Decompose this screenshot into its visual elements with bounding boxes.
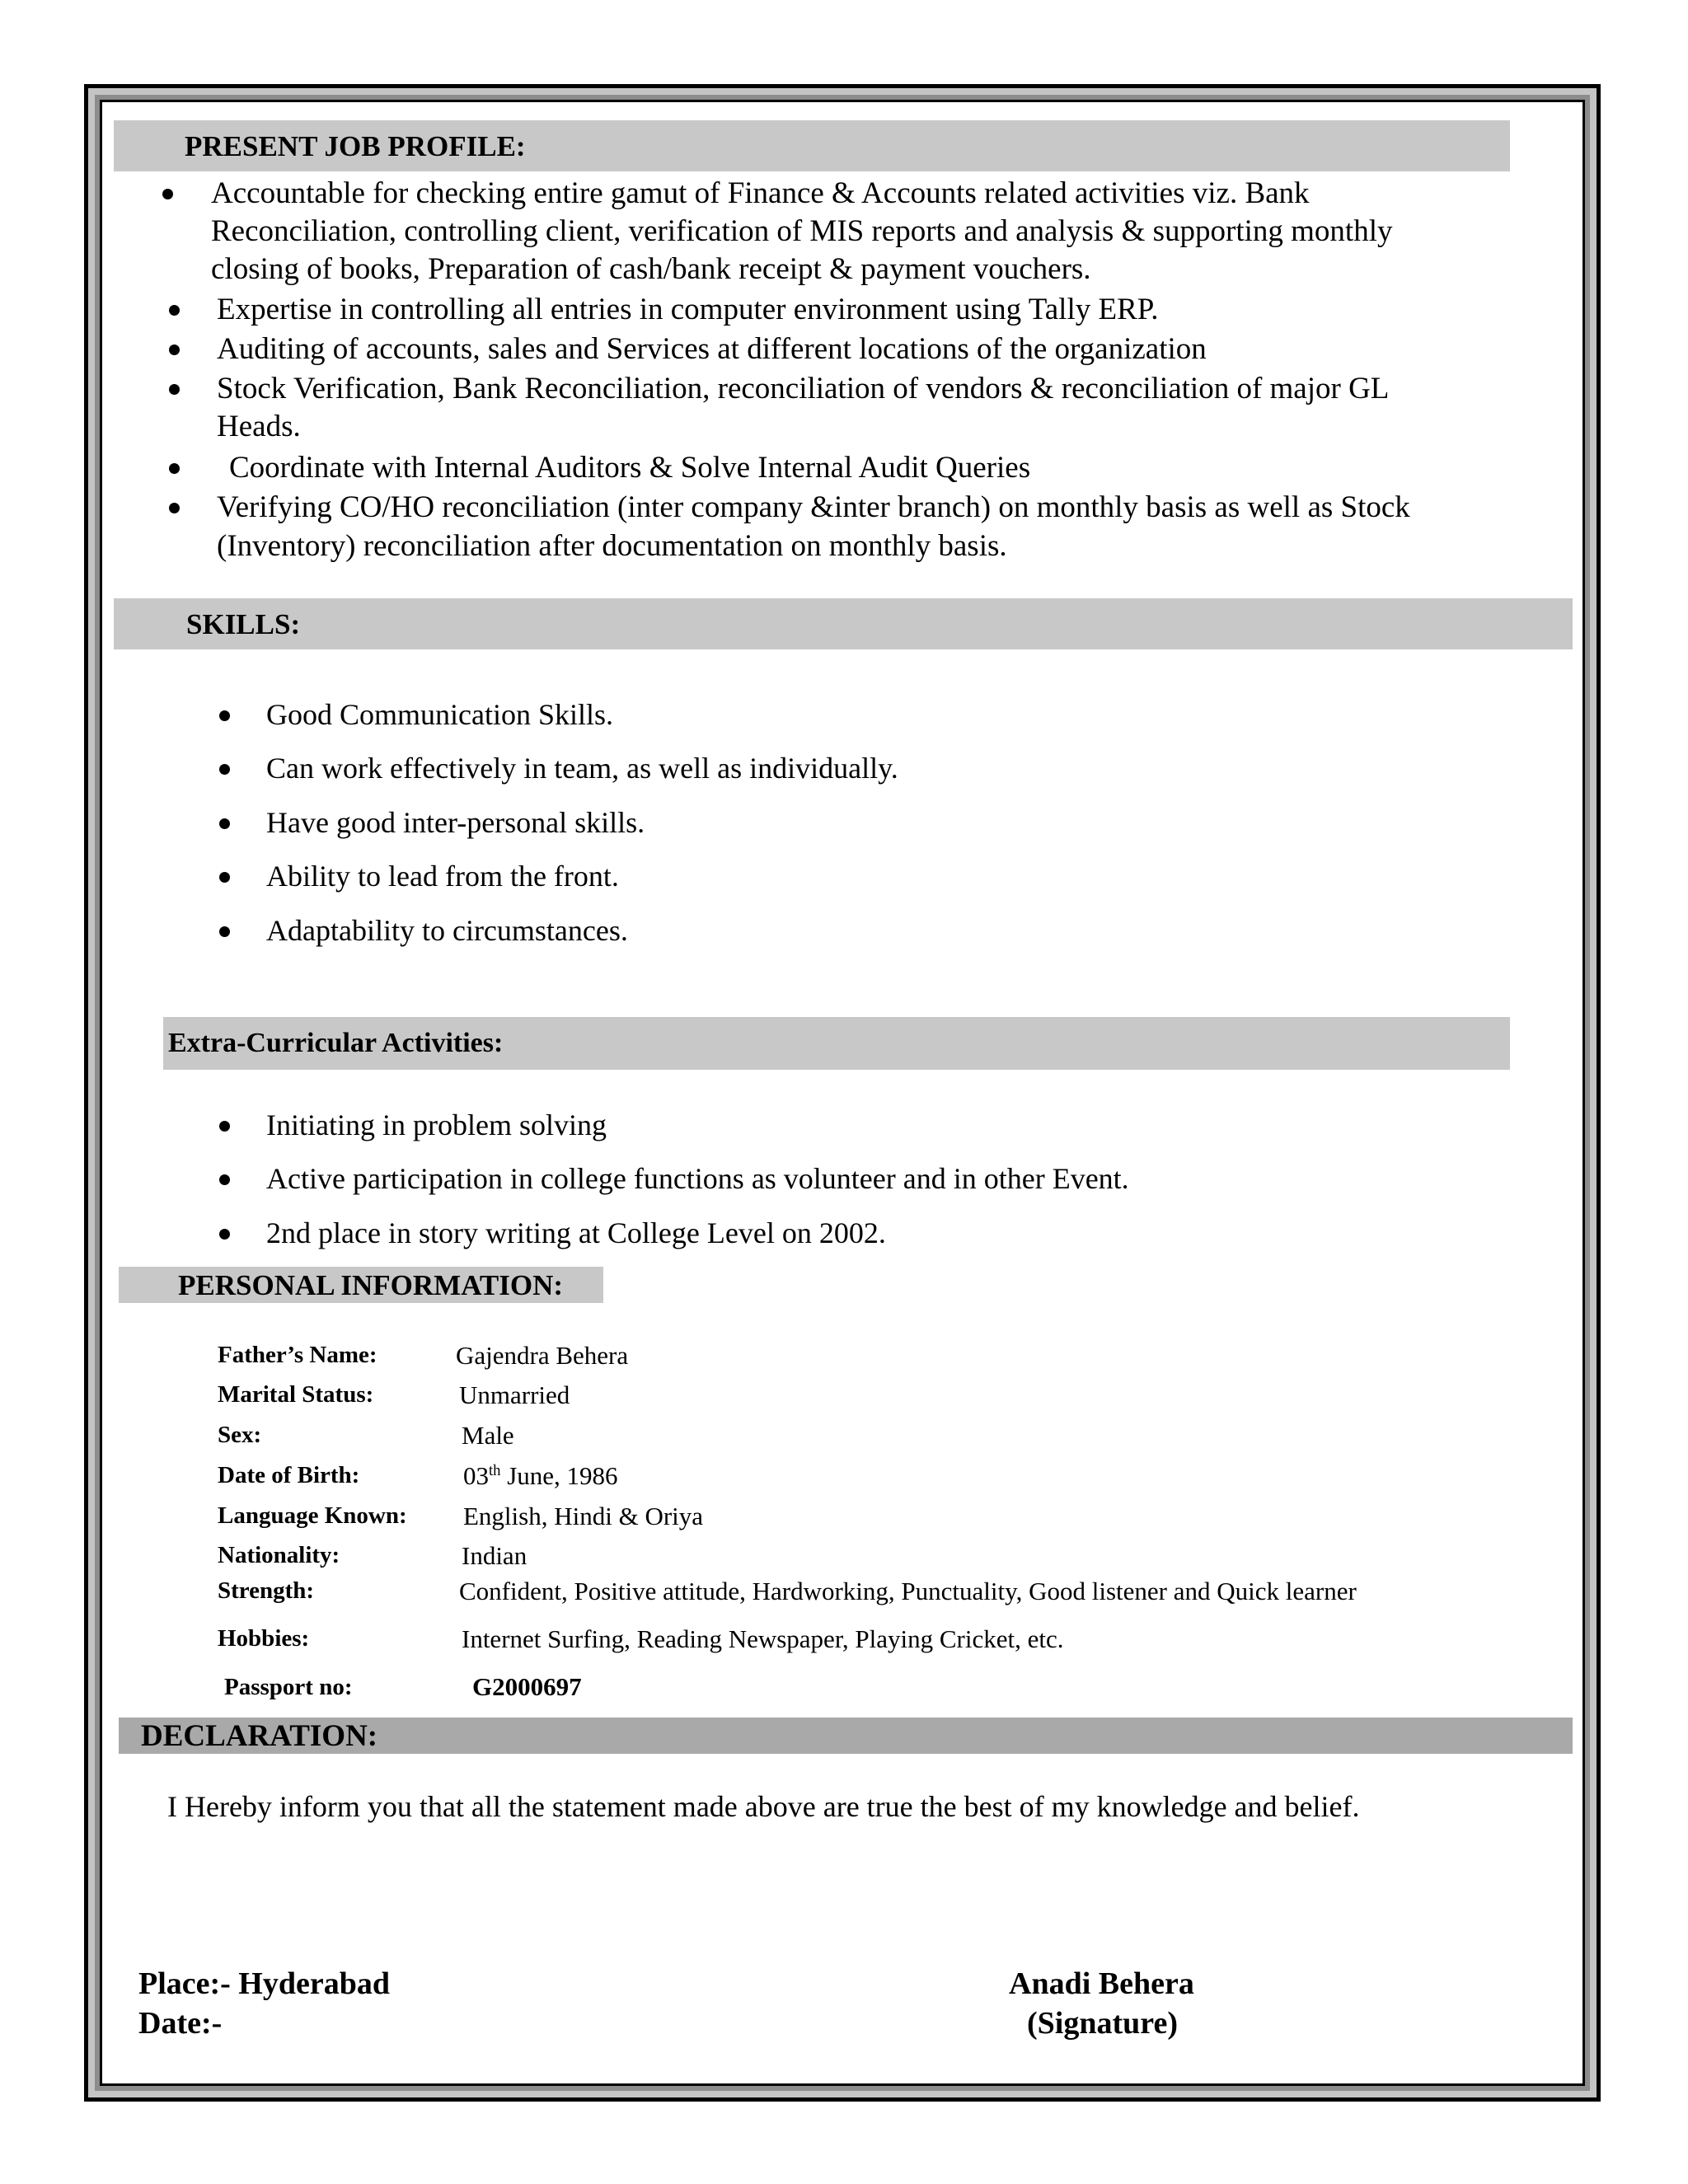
job-profile-heading-band	[114, 120, 1510, 171]
fathers-name-value: Gajendra Behera	[456, 1341, 629, 1370]
bullet-icon	[169, 384, 180, 395]
declaration-heading-band	[119, 1718, 1573, 1754]
bullet-icon	[169, 305, 180, 316]
skill-item: Good Communication Skills.	[266, 698, 614, 731]
job-item-2: Expertise in controlling all entries in computer environment using Tally ERP.	[217, 293, 1159, 326]
skill-item: Can work effectively in team, as well as individually.	[266, 752, 898, 785]
personal-heading-band	[119, 1267, 603, 1303]
sex-label: Sex:	[218, 1422, 262, 1448]
bullet-icon	[219, 818, 230, 829]
strength-value: Confident, Positive attitude, Hardworking, Punctuality, Good listener and Quick learner	[459, 1577, 1357, 1605]
declaration-text: I Hereby inform you that all the statement made above are true the best of my knowledge and belief.	[167, 1790, 1360, 1823]
bullet-icon	[219, 872, 230, 883]
bullet-icon	[219, 764, 230, 775]
personal-heading: PERSONAL INFORMATION:	[178, 1268, 564, 1301]
bullet-icon	[219, 926, 230, 937]
extra-heading: Extra-Curricular Activities:	[168, 1028, 504, 1058]
signatory-name: Anadi Behera	[1009, 1966, 1194, 2001]
job-item-5: Coordinate with Internal Auditors & Solve Internal Audit Queries	[229, 451, 1031, 485]
job-profile-heading: PRESENT JOB PROFILE:	[185, 129, 526, 162]
bullet-icon	[219, 1121, 230, 1132]
hobbies-label: Hobbies:	[218, 1625, 310, 1652]
nationality-label: Nationality:	[218, 1542, 340, 1568]
place-line: Place:- Hyderabad	[138, 1966, 391, 2001]
bullet-icon	[169, 344, 180, 355]
passport-value: G2000697	[472, 1672, 582, 1701]
extra-item: Initiating in problem solving	[266, 1108, 607, 1141]
sex-value: Male	[462, 1421, 514, 1450]
job-item-1-line-3: closing of books, Preparation of cash/bank receipt & payment vouchers.	[211, 252, 1091, 286]
nationality-value: Indian	[462, 1541, 528, 1570]
marital-status-value: Unmarried	[459, 1380, 570, 1409]
job-item-4-line-2: Heads.	[217, 410, 301, 443]
extra-item: Active participation in college functions as volunteer and in other Event.	[266, 1162, 1129, 1195]
job-item-3: Auditing of accounts, sales and Services at different locations of the organization	[217, 332, 1207, 366]
skills-heading: SKILLS:	[186, 607, 301, 640]
job-item-6-line-2: (Inventory) reconciliation after documentation on monthly basis.	[217, 529, 1007, 563]
dob-value: 03th June, 1986	[463, 1461, 618, 1490]
bullet-icon	[219, 1174, 230, 1185]
extra-heading-band	[163, 1017, 1510, 1070]
language-label: Language Known:	[218, 1502, 407, 1529]
skill-item: Have good inter-personal skills.	[266, 806, 645, 839]
job-item-6-line-1: Verifying CO/HO reconciliation (inter company &inter branch) on monthly basis as well as Stock	[217, 490, 1410, 524]
fathers-name-label: Father’s Name:	[218, 1342, 377, 1368]
skill-item: Adaptability to circumstances.	[266, 914, 628, 947]
dob-label: Date of Birth:	[218, 1462, 360, 1488]
language-value: English, Hindi & Oriya	[463, 1502, 704, 1530]
hobbies-value: Internet Surfing, Reading Newspaper, Playing Cricket, etc.	[462, 1624, 1064, 1653]
bullet-icon	[162, 189, 173, 199]
marital-status-label: Marital Status:	[218, 1381, 374, 1408]
job-item-4-line-1: Stock Verification, Bank Reconciliation, reconciliation of vendors & reconciliation of major GL	[217, 372, 1390, 405]
bullet-icon	[169, 463, 180, 474]
signature-label: (Signature)	[1027, 2006, 1178, 2041]
job-item-1-line-1: Accountable for checking entire gamut of Finance & Accounts related activities viz. Bank	[211, 176, 1310, 210]
strength-label: Strength:	[218, 1577, 315, 1604]
extra-item: 2nd place in story writing at College Level on 2002.	[266, 1216, 886, 1249]
declaration-heading: DECLARATION:	[141, 1718, 378, 1753]
bullet-icon	[219, 710, 230, 721]
bullet-icon	[219, 1229, 230, 1240]
bullet-icon	[169, 503, 180, 513]
skill-item: Ability to lead from the front.	[266, 860, 619, 893]
date-line: Date:-	[138, 2006, 223, 2041]
job-item-1-line-2: Reconciliation, controlling client, verification of MIS reports and analysis & supporting monthly	[211, 214, 1393, 248]
skills-heading-band	[114, 598, 1573, 649]
passport-label: Passport no:	[224, 1674, 353, 1700]
